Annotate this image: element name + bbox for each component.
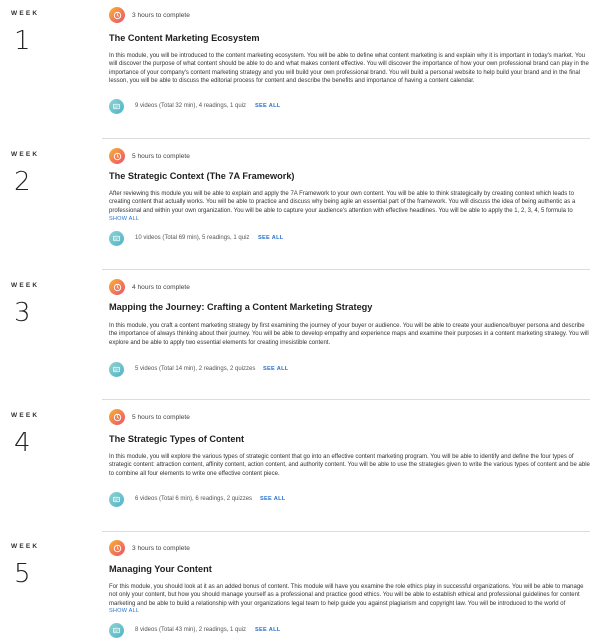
content-icon [109, 231, 124, 246]
module-description: For this module, you should look at it as an added bonus of content. This module will have you examine the role ethics play in successful organizations. You will be able to manage not only your content, but how you should manage yourself as a professional and practice good ethics. You will be able to establish ethical and professional guidelines for content marketing and be able to build a relationship with your organizations legal team to help guide you against plagiarism and copyright law. You will be introduced to the world of [109, 584, 584, 607]
content-summary: 10 videos (Total 69 min), 5 readings, 1 quiz [135, 235, 250, 241]
see-all-link[interactable]: SEE ALL [255, 627, 281, 633]
clock-icon [109, 148, 125, 164]
content-summary: 5 videos (Total 14 min), 2 readings, 2 quizzes [135, 366, 256, 372]
module-title: Managing Your Content [109, 564, 212, 574]
section-divider [102, 531, 590, 532]
section-divider [102, 399, 590, 400]
content-summary: 8 videos (Total 43 min), 2 readings, 1 quiz [135, 627, 247, 633]
module-title: The Content Marketing Ecosystem [109, 33, 260, 43]
clock-icon [109, 540, 125, 556]
show-all-link[interactable]: SHOW ALL [109, 608, 140, 614]
duration-text: 3 hours to complete [132, 545, 190, 552]
see-all-link[interactable]: SEE ALL [260, 496, 286, 502]
module-description: In this module, you craft a content marketing strategy by first examining the journey of your buyer or audience. You will be able to create your audience/buyer persona and describe the importance of always thinking about their journey. You will be able to develop empathy and experience maps and examine their purposes in a content marketing strategy. You will explore and be able to apply two essential elements for creating irresistible content. [109, 323, 589, 346]
clock-icon [109, 7, 125, 23]
see-all-link[interactable]: SEE ALL [263, 366, 289, 372]
content-icon [109, 99, 124, 114]
week-label: WEEK [11, 151, 40, 158]
week-number: 4 [14, 428, 31, 458]
content-icon [109, 492, 124, 507]
week-label: WEEK [11, 543, 40, 550]
content-summary: 6 videos (Total 6 min), 6 readings, 2 quizzes [135, 496, 253, 502]
duration-text: 5 hours to complete [132, 414, 190, 421]
duration-text: 4 hours to complete [132, 284, 190, 291]
week-number: 2 [14, 167, 31, 197]
module-description: In this module, you will explore the various types of strategic content that go into an effective content marketing program. You will be able to identify and define the four types of strategic content: attraction content, affinity content, action content, and authority content. You will be able to use the strategies given to write the various types of content and be able to combine all four elements to write one effective content piece. [109, 454, 590, 477]
week-label: WEEK [11, 282, 40, 289]
content-summary: 9 videos (Total 32 min), 4 readings, 1 quiz [135, 103, 247, 109]
section-divider [102, 269, 590, 270]
section-divider [102, 138, 590, 139]
module-title: Mapping the Journey: Crafting a Content Marketing Strategy [109, 302, 373, 312]
week-number: 3 [14, 298, 31, 328]
week-number: 1 [14, 26, 31, 56]
duration-text: 5 hours to complete [132, 153, 190, 160]
week-number: 5 [14, 559, 31, 589]
module-title: The Strategic Types of Content [109, 434, 245, 444]
module-description: After reviewing this module you will be able to explain and apply the 7A Framework to your own content. You will be able to think strategically by creating context which leads to creating content that actually works. You will be able to practice and discuss why being agile an essential part of the framework. You will discuss the idea of being authentic as a professional and within your own organization. You will be able to capture your audience's attention with effective headlines. You will be able to apply the 1, 2, 3, 4, 5 formula to [109, 191, 576, 214]
clock-icon [109, 279, 125, 295]
module-description: In this module, you will be introduced to the content marketing ecosystem. You will be able to define what content marketing is and explain why it is important in today's market. You will discover the purpose of what content should be able to do and what makes content effective. You will discover the importance of how your own professional brand can play in the importance of your company's content marketing strategy and you will build your own professional brand. You will build a personal website to help build your brand and in the final lesson, you will be able to discuss the editorial process for content and describe the benefits and importance of having a content calendar. [109, 53, 589, 84]
duration-text: 3 hours to complete [132, 12, 190, 19]
show-all-link[interactable]: SHOW ALL [109, 216, 140, 222]
module-title: The Strategic Context (The 7A Framework) [109, 171, 295, 181]
see-all-link[interactable]: SEE ALL [255, 103, 281, 109]
clock-icon [109, 409, 125, 425]
week-label: WEEK [11, 412, 40, 419]
content-icon [109, 623, 124, 638]
content-icon [109, 362, 124, 377]
see-all-link[interactable]: SEE ALL [258, 235, 284, 241]
week-label: WEEK [11, 10, 40, 17]
